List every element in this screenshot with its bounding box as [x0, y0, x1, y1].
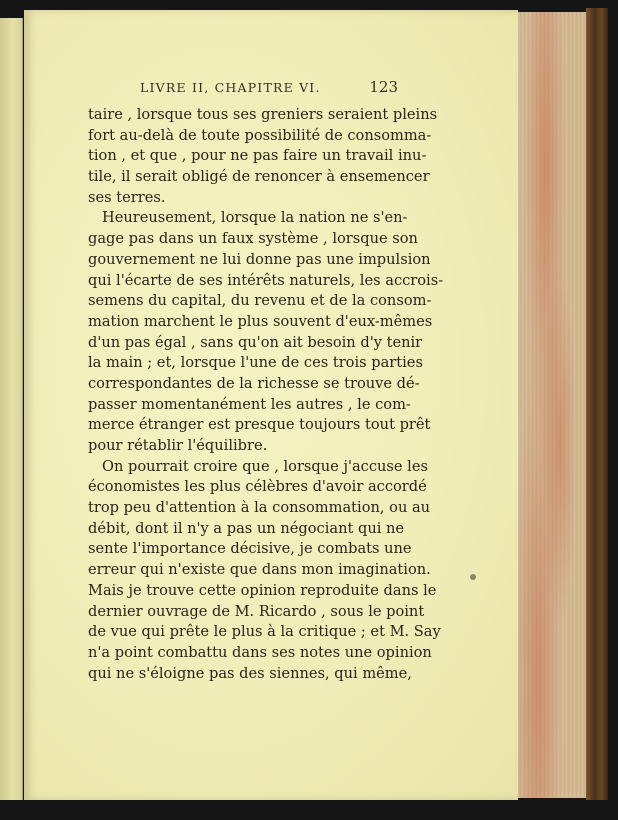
- book-fore-edge: [516, 12, 587, 798]
- text-line: tion , et que , pour ne pas faire un travail inu-: [88, 147, 427, 165]
- text-line: qui ne s'éloigne pas des siennes, qui même,: [88, 664, 412, 682]
- text-line: dernier ouvrage de M. Ricardo , sous le point: [88, 602, 425, 620]
- text-line: gouvernement ne lui donne pas une impulsion: [88, 250, 431, 268]
- text-line: taire , lorsque tous ses greniers seraient pleins: [88, 106, 438, 123]
- text-line: qui l'écarte de ses intérêts naturels, les accrois-: [88, 271, 444, 289]
- text-line: Mais je trouve cette opinion reproduite dans le: [88, 581, 437, 599]
- text-line: semens du capital, du revenu et de la consom-: [88, 292, 432, 310]
- running-header: [90, 78, 398, 98]
- text-line: sente l'importance décisive, je combats une: [88, 540, 412, 558]
- text-line: d'un pas égal , sans qu'on ait besoin d'y tenir: [88, 333, 423, 351]
- text-line: n'a point combattu dans ses notes une opinion: [88, 643, 432, 661]
- text-line: débit, dont il n'y a pas un négociant qui ne: [88, 519, 405, 537]
- facing-page-edge: [0, 18, 23, 800]
- text-line: gage pas dans un faux système , lorsque son: [88, 230, 418, 248]
- text-line: tile, il serait obligé de renoncer à ensemencer: [88, 168, 430, 186]
- text-line: Heureusement, lorsque la nation ne s'en-: [102, 209, 408, 227]
- page-number: 123: [369, 78, 398, 96]
- text-line: merce étranger est presque toujours tout prêt: [88, 416, 431, 434]
- running-title: LIVRE II, CHAPITRE VI.: [140, 80, 321, 95]
- body-text: [88, 105, 444, 684]
- text-line: erreur qui n'existe que dans mon imagination.: [88, 561, 431, 579]
- text-line: la main ; et, lorsque l'une de ces trois parties: [88, 354, 423, 372]
- text-line: correspondantes de la richesse se trouve dé-: [88, 374, 420, 392]
- text-line: économistes les plus célèbres d'avoir accordé: [88, 478, 427, 496]
- text-line: On pourrait croire que , lorsque j'accuse les: [102, 457, 428, 475]
- ink-spot: [470, 574, 476, 580]
- text-line: trop peu d'attention à la consommation, ou au: [88, 499, 431, 517]
- text-line: passer momentanément les autres , le com-: [88, 395, 411, 413]
- text-line: fort au-delà de toute possibilité de consomma-: [88, 126, 432, 144]
- book-cover: [586, 8, 608, 800]
- text-line: de vue qui prête le plus à la critique ; et M. Say: [88, 623, 441, 641]
- text-line: pour rétablir l'équilibre.: [88, 437, 268, 454]
- text-line: mation marchent le plus souvent d'eux-mêmes: [88, 312, 433, 330]
- text-line: ses terres.: [88, 188, 166, 206]
